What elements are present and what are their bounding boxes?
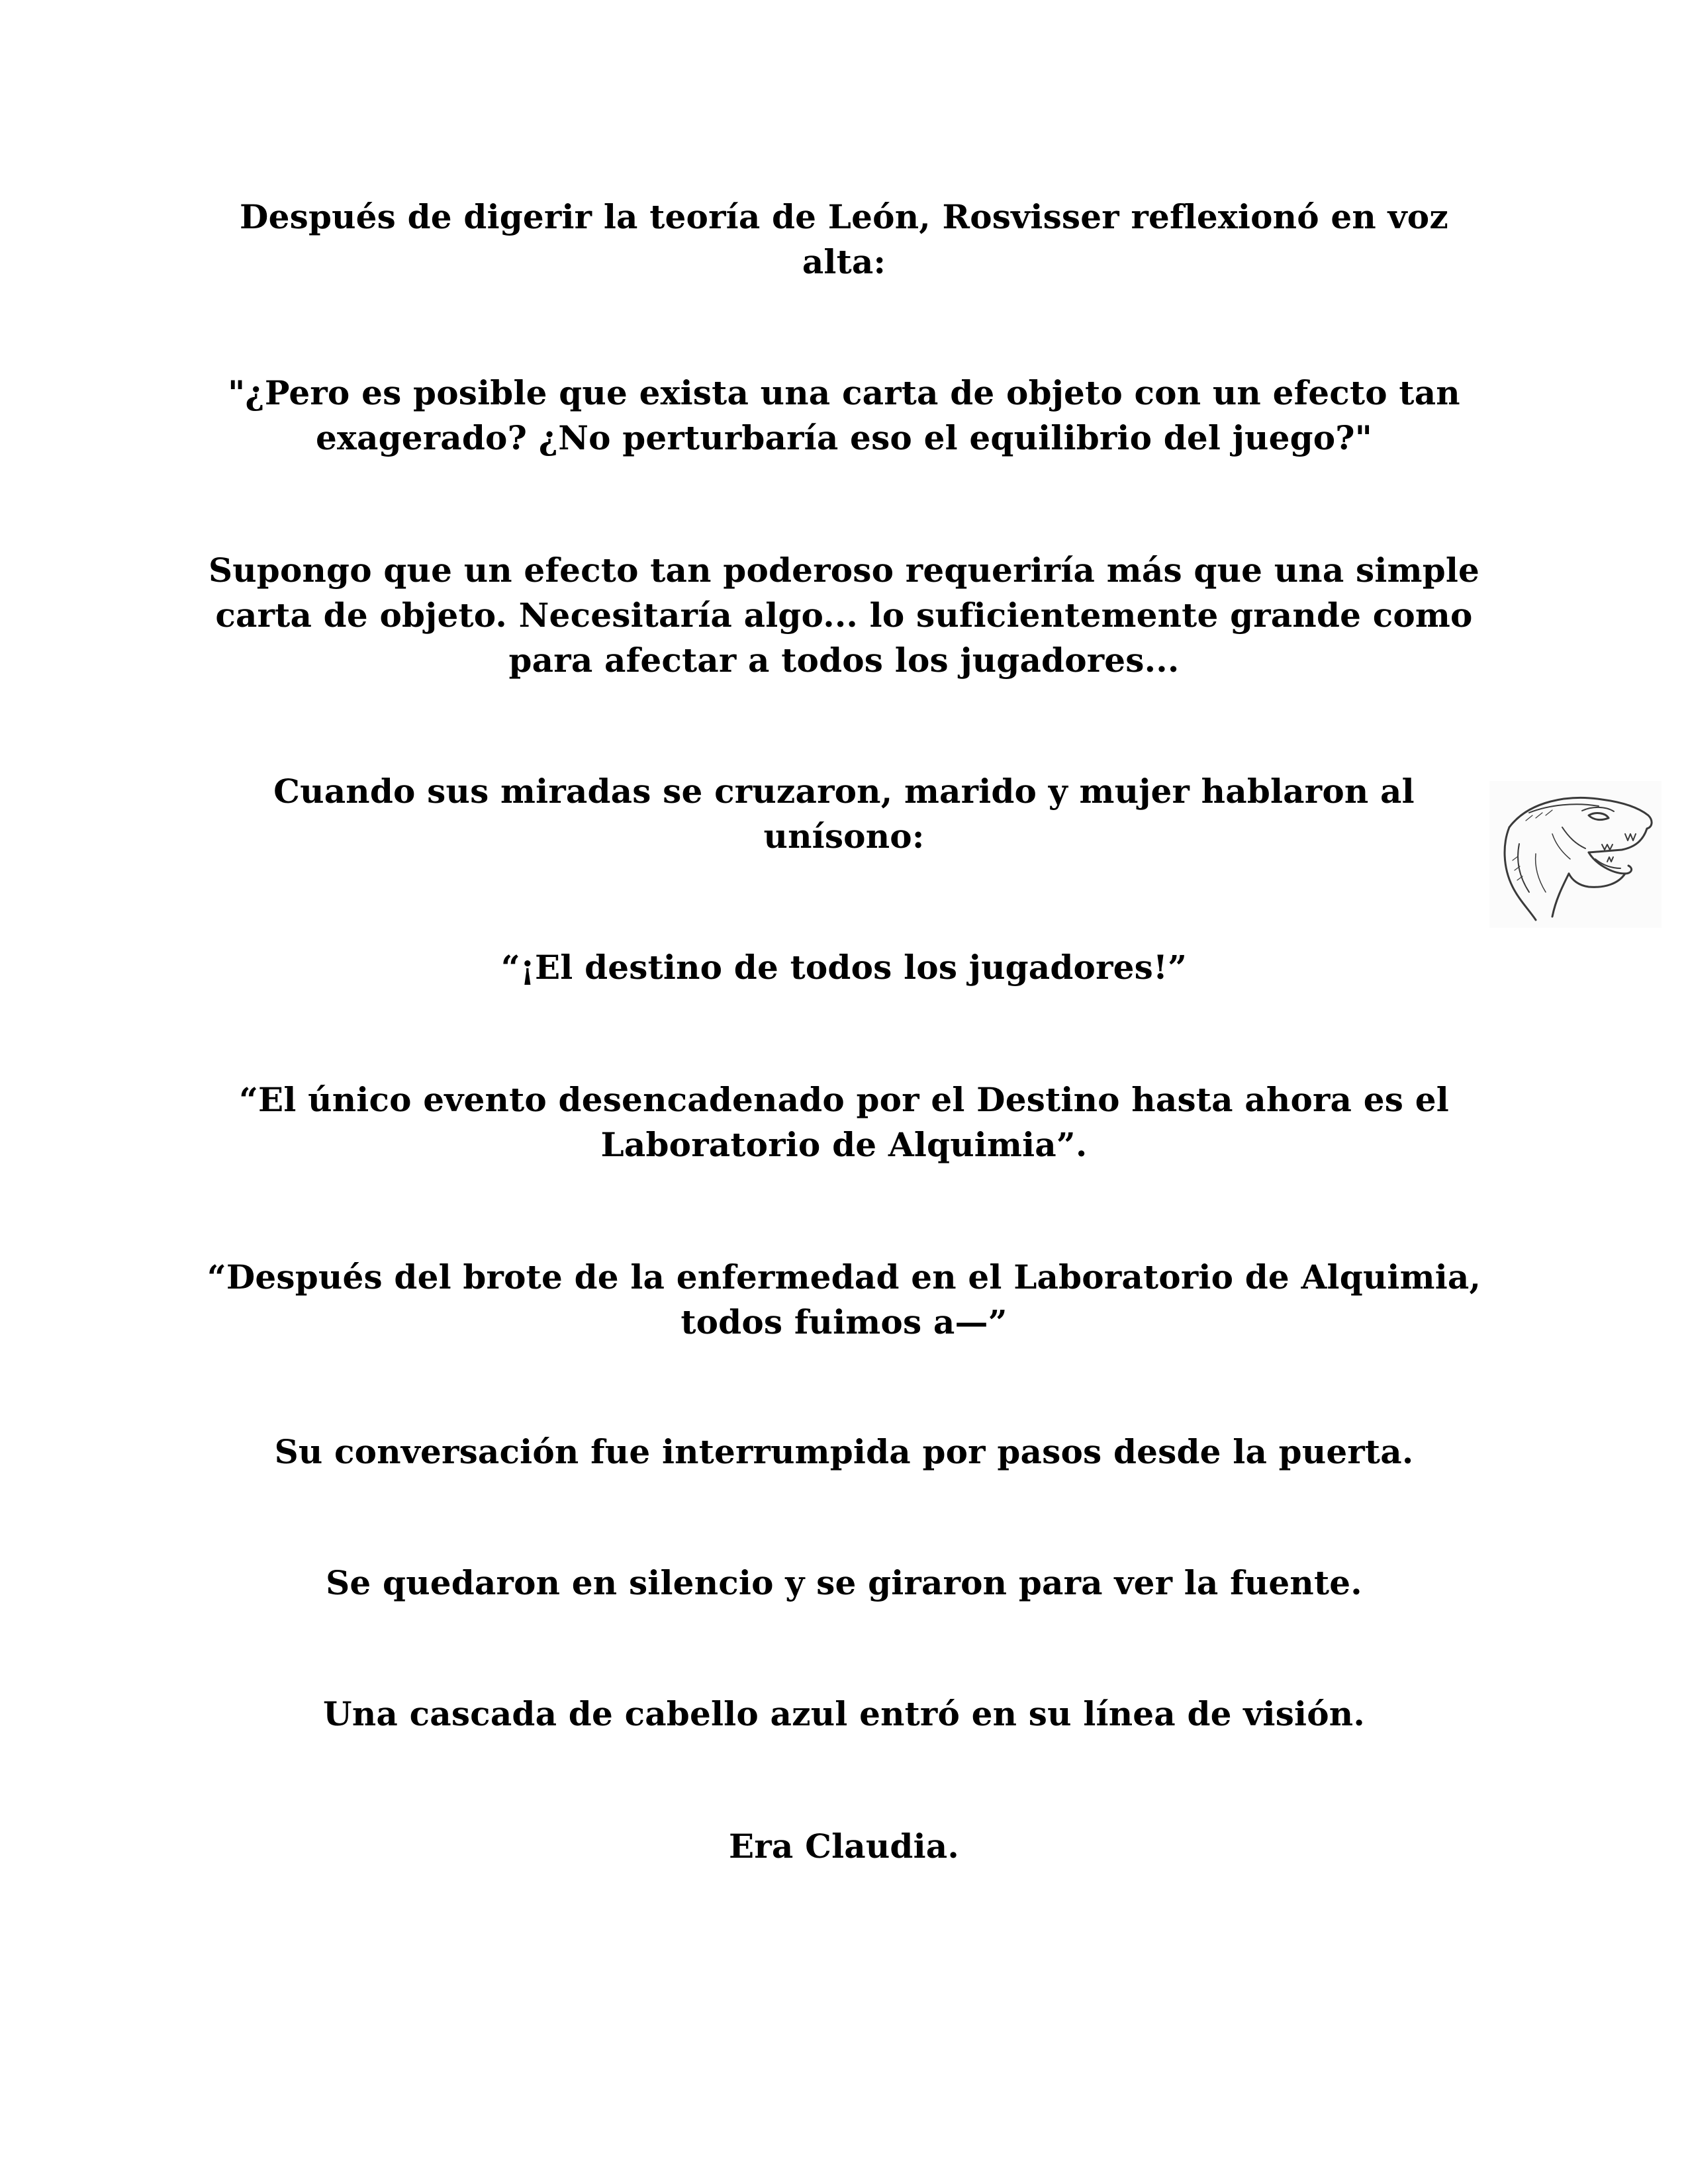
paragraph-6: “El único evento desencadenado por el Destino hasta ahora es el Laboratorio de Alquimia”.	[239, 1080, 1449, 1164]
paragraph-11: Era Claudia.	[729, 1827, 959, 1866]
paragraph-4: Cuando sus miradas se cruzaron, marido y mujer hablaron al unísono:	[273, 772, 1415, 856]
paragraph-3: Supongo que un efecto tan poderoso requeriría más que una simple carta de objeto. Necesitaría algo... lo suficientemente grande como para afectar a todos los jugadores...	[208, 551, 1480, 680]
paragraph-5: “¡El destino de todos los jugadores!”	[500, 948, 1188, 987]
paragraph-8: Su conversación fue interrumpida por pasos desde la puerta.	[274, 1432, 1414, 1471]
paragraph-9: Se quedaron en silencio y se giraron para ver la fuente.	[326, 1563, 1362, 1602]
paragraph-1: Después de digerir la teoría de León, Rosvisser reflexionó en voz alta:	[240, 197, 1448, 281]
paragraph-10: Una cascada de cabello azul entró en su línea de visión.	[323, 1694, 1365, 1733]
paragraph-2: "¿Pero es posible que exista una carta de objeto con un efecto tan exagerado? ¿No perturbaría eso el equilibrio del juego?"	[228, 373, 1460, 457]
dinosaur-head-sketch-icon	[1489, 781, 1662, 928]
paragraph-7: “Después del brote de la enfermedad en el Laboratorio de Alquimia, todos fuimos a—”	[207, 1257, 1481, 1342]
